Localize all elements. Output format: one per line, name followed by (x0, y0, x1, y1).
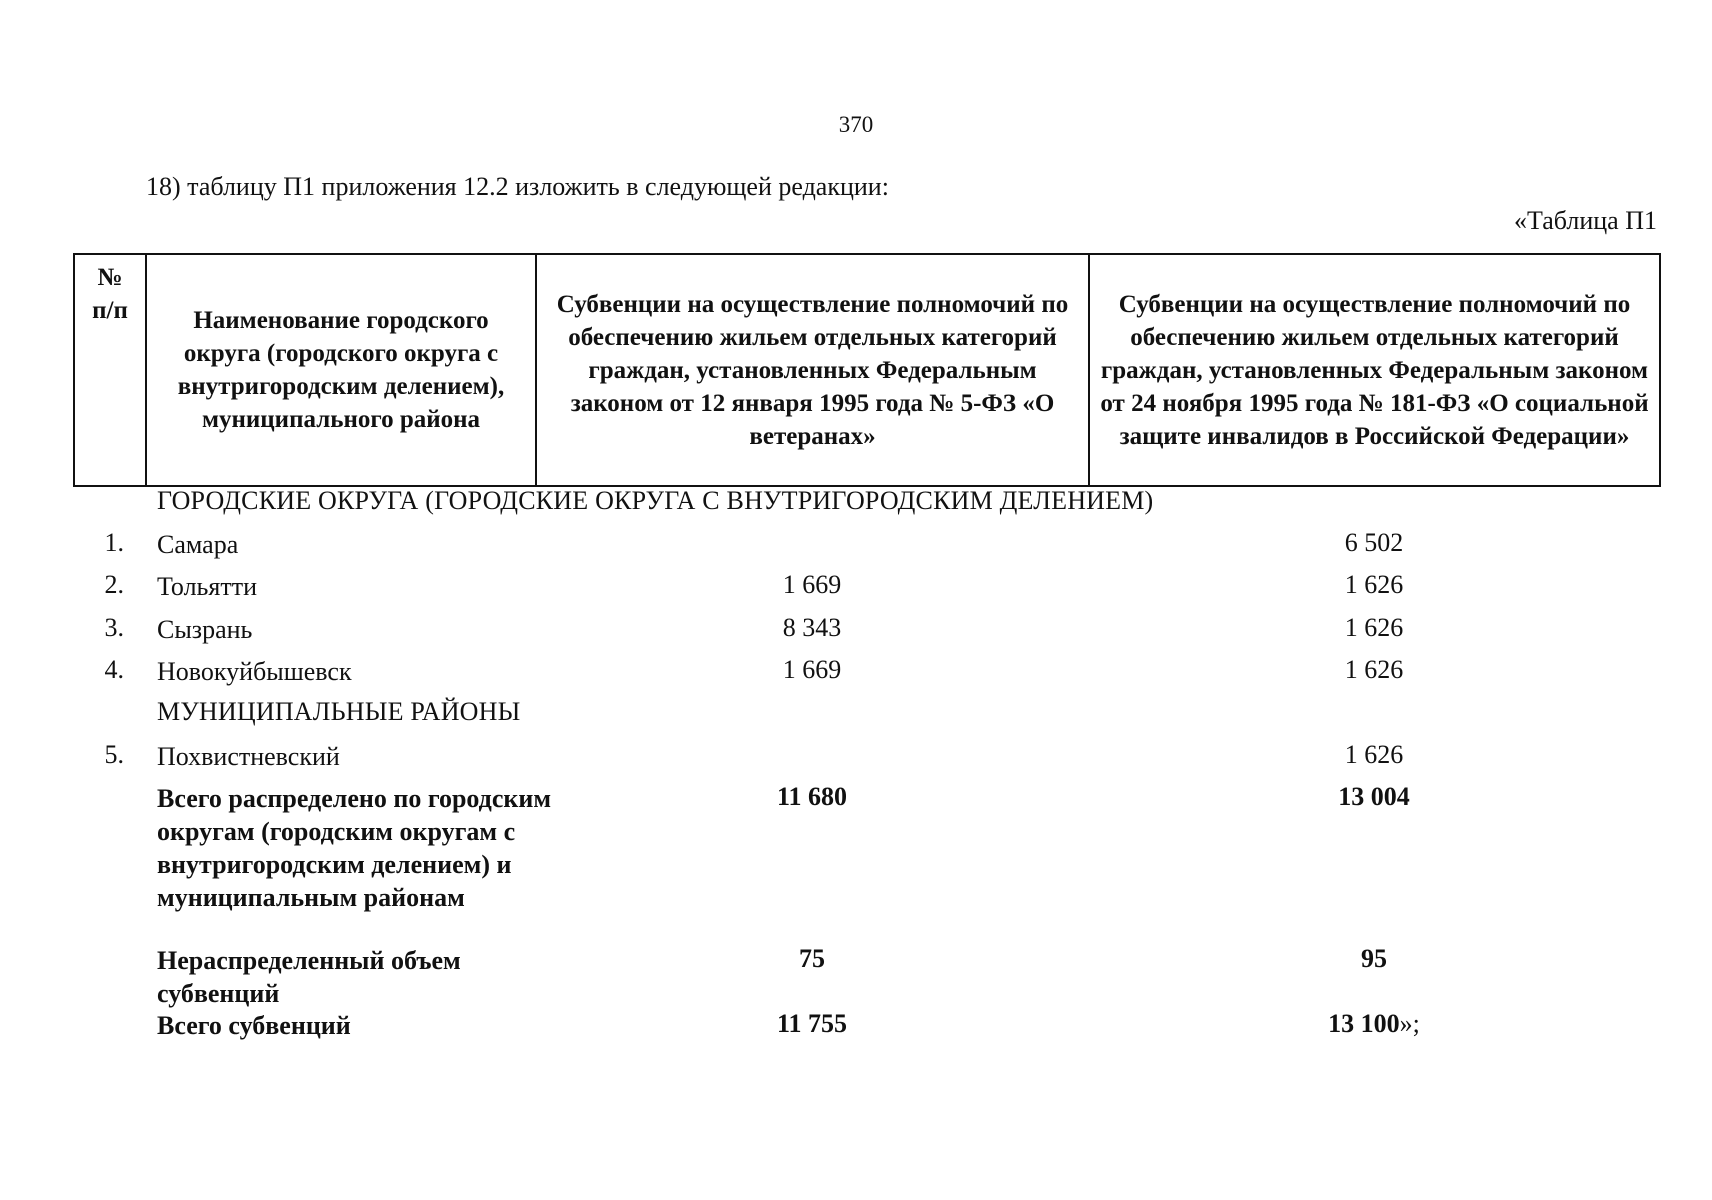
total-number: 13 100 (1328, 1009, 1400, 1038)
total-value-veterans: 11 755 (776, 1009, 848, 1038)
header-row (74, 254, 1660, 486)
row-value-disabled: 1 626 (1344, 613, 1404, 642)
table-row (0, 655, 1712, 689)
total-value-disabled: 95 (1361, 944, 1387, 973)
header-name: Наименование городского округа (городского округа с внутригородским делением), муниципального района (146, 254, 536, 486)
header-col2: Субвенции на осуществление полномочий по обеспечению жильем отдельных категорий граждан, установленных Федеральным законом от 24 ноября 1995 года № 181-ФЗ «О социальной защите инвалидов в Российской Федерации» (1089, 254, 1660, 486)
row-value-veterans: 8 343 (782, 613, 842, 642)
row-value-disabled: 6 502 (1344, 528, 1404, 557)
row-name: Сызрань (157, 615, 253, 644)
section-title-city-districts: ГОРОДСКИЕ ОКРУГА (ГОРОДСКИЕ ОКРУГА С ВНУТРИГОРОДСКИМ ДЕЛЕНИЕМ) (157, 486, 1154, 515)
row-value-veterans: 1 669 (782, 655, 842, 684)
closing-quote: »; (1399, 1009, 1420, 1038)
header-col1: Субвенции на осуществление полномочий по обеспечению жильем отдельных категорий граждан, установленных Федеральным законом от 12 января 1995 года № 5-ФЗ «О ветеранах» (536, 254, 1089, 486)
row-value-disabled: 1 626 (1344, 570, 1404, 599)
row-number: 3. (104, 613, 124, 642)
total-value-veterans: 11 680 (776, 782, 848, 811)
section-title-municipal-districts: МУНИЦИПАЛЬНЫЕ РАЙОНЫ (157, 697, 521, 726)
total-label: Всего субвенций (157, 1011, 351, 1040)
total-value-disabled (1274, 1009, 1474, 1039)
table-row (0, 528, 1712, 562)
table-header (73, 253, 1661, 487)
row-number: 1. (104, 528, 124, 557)
row-name: Похвистневский (157, 742, 340, 771)
total-row-distributed (0, 782, 1712, 912)
page-number: 370 (838, 112, 874, 137)
total-value-disabled: 13 004 (1338, 782, 1410, 811)
total-value-veterans: 75 (799, 944, 825, 973)
total-row-undistributed (0, 944, 1712, 1008)
total-row-all (0, 1009, 1712, 1043)
row-name: Самара (157, 530, 239, 559)
row-name: Тольятти (157, 572, 258, 601)
row-number: 4. (104, 655, 124, 684)
row-number: 5. (104, 740, 124, 769)
table-row (0, 740, 1712, 774)
header-num: № п/п (74, 254, 146, 486)
row-number: 2. (104, 570, 124, 599)
row-value-disabled: 1 626 (1344, 655, 1404, 684)
table-row (0, 613, 1712, 647)
row-value-veterans: 1 669 (782, 570, 842, 599)
total-label: Нераспределенный объем субвенций (157, 946, 461, 1008)
total-label: Всего распределено по городским округам (городским округам с внутригородским делением) и муниципальным районам (157, 784, 552, 912)
row-value-disabled: 1 626 (1344, 740, 1404, 769)
intro-text: 18) таблицу П1 приложения 12.2 изложить в следующей редакции: (146, 172, 889, 201)
table-caption: «Таблица П1 (1514, 206, 1657, 235)
table-row (0, 570, 1712, 604)
row-name: Новокуйбышевск (157, 657, 352, 686)
